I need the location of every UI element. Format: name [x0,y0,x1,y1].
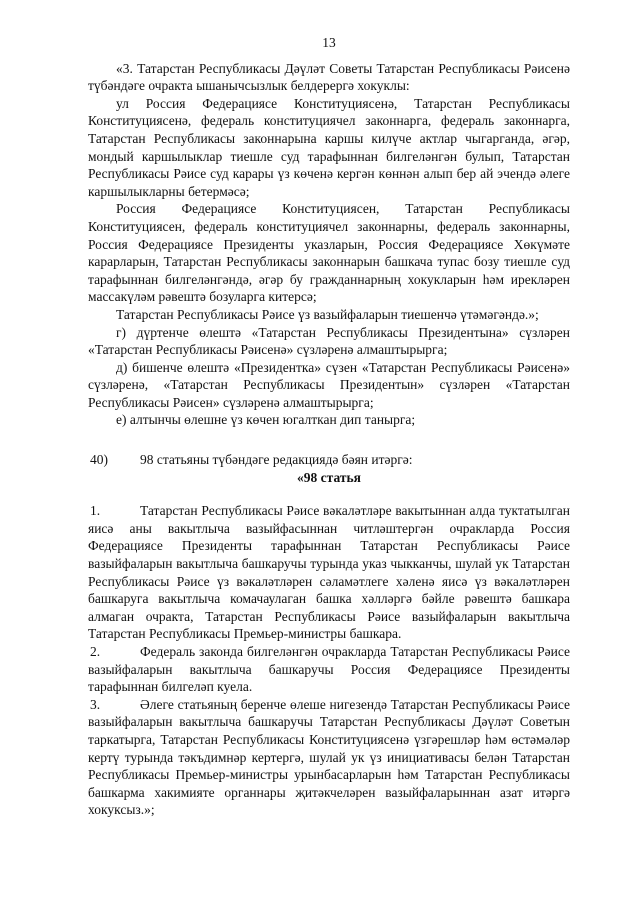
numbered-paragraph-3 [88,696,570,819]
paragraph-text: Әлеге статьяның беренче өлеше нигезендә Татарстан Республикасы Рәисе вазыйфаларын вакытлыча башкаручы Татарстан Республикасы Дәүләт Советын таркатырга, Татарстан Республикасы Конституциясенә үзгәрешләр һәм өстәмәләр кертү турында тәкъдимнәр кертергә, шулай ук үз инициативасы белән Татарстан Республикасы Премьер-министры урынбасарларын һәм Татарстан Республикасы башкарма хакимияте органнары җитәкчеләрен вазыйфаларыннан азат итәргә хокуксыз.»; [88,696,570,818]
paragraph-clause-3: Татарстан Республикасы Рәисе үз вазыйфаларын тиешенчә үтәмәгәндә.»; [116,306,539,322]
article-title: «98 статья [297,469,361,485]
numbered-paragraph-2 [88,643,570,696]
item-number: 40) [90,452,108,468]
paragraph-text: Татарстан Республикасы Рәисе вәкаләтләре вакытыннан алда туктатылган яисә аны вакытлыча вазыйфасыннан читләштергән очракларда Россия Федерациясе Президенты тарафыннан Татарстан Республикасы Рәисе вазыйфаларын вакытлыча башкаручы турында указ чыкканчы, шулай ук Татарстан Республикасы Рәисе үз вәкаләтләрен сәламәтлеге хәленә яисә үз вәкаләтләрен башкаруга вакытлыча комачаулаган башка хәлләргә бәйле рәвештә башкара алмаган очракта, Татарстан Республикасы Рәисе вазыйфаларын вакытлыча Татарстан Республикасы Премьер-министры башкара. [88,503,570,642]
item-text: 98 статьяны түбәндәге редакциядә бәян итәргә: [140,452,413,468]
spacer [88,429,570,451]
paragraph-item-e: е) алтынчы өлешне үз көчен югалткан дип танырга; [116,412,416,428]
page-number: 13 [322,35,336,50]
paragraph-intro: «3. Татарстан Республикасы Дәүләт Советы Татарстан Республикасы Рәисенә түбәндәге очракта ышанычсызлык белдерергә хокуклы: [88,60,570,94]
paragraph-number: 3. [90,696,101,712]
paragraph-item-d: д) бишенче өлештә «Президентка» сүзен «Татарстан Республикасы Рәисенә» сүзләренә, «Татарстан Республикасы Президентын» сүзләрен «Татарстан Республикасы Рәисен» сүзләренә алмаштырырга; [88,359,570,410]
paragraph-number: 1. [90,503,101,519]
paragraph-number: 2. [90,644,101,659]
numbered-paragraph-1 [88,502,570,643]
paragraph-clause-1: ул Россия Федерациясе Конституциясенә, Татарстан Республикасы Конституциясенә, федераль конституциячел законнарга, федераль законнарга, Татарстан Республикасы законнарына каршы килүче актлар чыгарганда, әгәр, мондый каршылыклар тиешле суд тарафыннан билгеләнгән булып, Татарстан Республикасы Рәисе суд карары үз көченә кергән көннән алып бер ай эчендә әлеге каршылыкларны бетермәсә; [88,95,570,199]
paragraph-item-40 [88,451,570,469]
paragraph-clause-2: Россия Федерациясе Конституциясен, Татарстан Республикасы Конституциясен, федераль конституциячел законнарны, федераль законнарны, Россия Федерациясе Президенты указларын, Россия Федерациясе Хөкүмәте карарларын, Татарстан Республикасы законнарын башкача тупас бозу тиешле суд тарафыннан билгеләнгәндә, әгәр бу гражданнарның хокукларын һәм ирекләрен массакүләм рәвештә бозуларга китерсә; [88,201,570,305]
paragraph-text: Федераль законда билгеләнгән очракларда Татарстан Республикасы Рәисе вазыйфаларын вакытлыча башкаручы Россия Федерациясе Президенты тарафыннан билгеләп куела. [88,644,570,695]
spacer [88,486,570,502]
paragraph-item-g: г) дүртенче өлештә «Татарстан Республикасы Президентына» сүзләрен «Татарстан Республикасы Рәисенә» сүзләренә алмаштырырга; [88,324,570,358]
